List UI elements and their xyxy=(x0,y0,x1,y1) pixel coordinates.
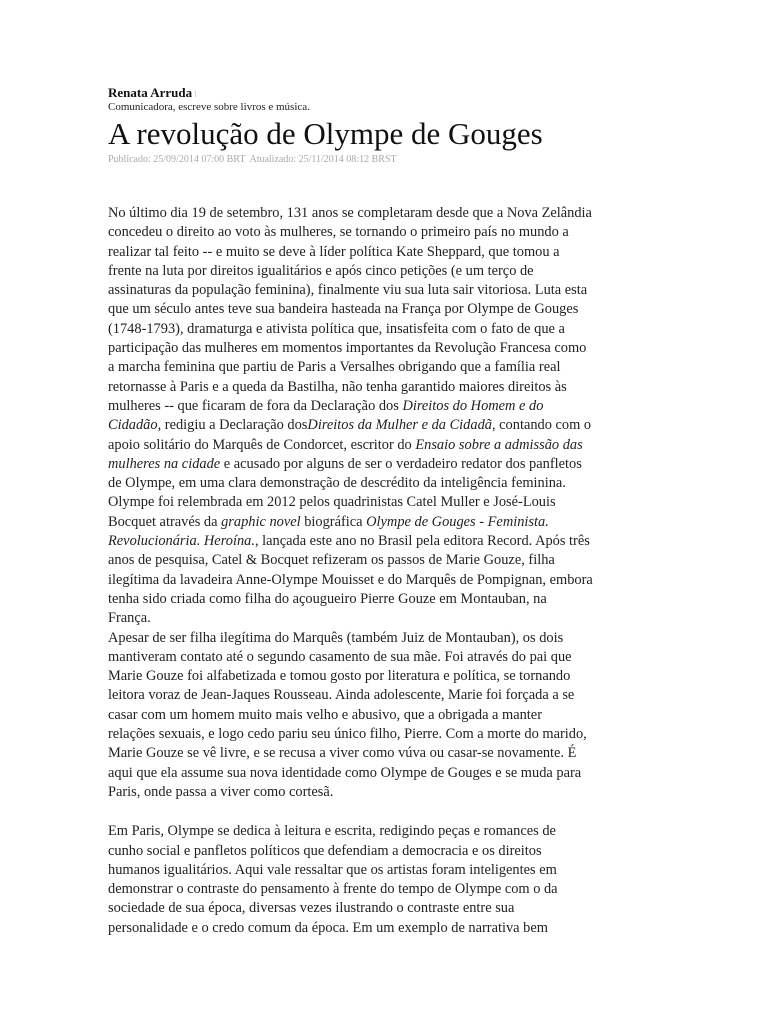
text-line: assinaturas da população feminina), finalmente viu sua luta sair vitoriosa. Luta esta xyxy=(108,282,588,299)
article-meta xyxy=(108,154,668,165)
text-line: frente na luta por direitos igualitários e após cinco petições (e um terço de xyxy=(108,262,534,279)
italic-term: graphic novel xyxy=(221,513,301,530)
text-line: demonstrar o contraste do pensamento à frente do tempo de Olympe com o da xyxy=(108,881,558,898)
article-title: A revolução de Olympe de Gouges xyxy=(108,116,543,151)
text-line xyxy=(108,455,668,474)
text-line: de Olympe, em uma clara demonstração de descrédito da inteligência feminina. xyxy=(108,475,566,492)
text-line xyxy=(108,436,668,455)
text-line: ilegítima da lavadeira Anne-Olympe Mouisset e do Marquês de Pompignan, embora xyxy=(108,571,593,588)
text-line: França. xyxy=(108,610,151,627)
text-line: a marcha feminina que partiu de Paris a Versalhes obrigando que a família real xyxy=(108,359,561,376)
text-line xyxy=(108,532,668,551)
text-line: concedeu o direito ao voto às mulheres, se tornando o primeiro país no mundo a xyxy=(108,224,569,241)
italic-work-title: Revolucionária. Heroína. xyxy=(108,533,255,550)
text-line: anos de pesquisa, Catel & Bocquet refizeram os passos de Marie Gouze, filha xyxy=(108,552,555,569)
author-follow-icon[interactable]: ⁝ xyxy=(194,89,198,99)
author-bio: Comunicadora, escreve sobre livros e música. xyxy=(108,101,310,113)
author-name[interactable]: Renata Arruda xyxy=(108,85,193,100)
text-line: Em Paris, Olympe se dedica à leitura e escrita, redigindo peças e romances de xyxy=(108,823,556,840)
text-run: biográfica xyxy=(300,513,367,530)
updated-date: Atualizado: 25/11/2014 08:12 BRST xyxy=(249,154,397,165)
italic-work-title: Cidadão xyxy=(108,417,158,434)
text-line: realizar tal feito -- e muito se deve à líder política Kate Sheppard, que tomou a xyxy=(108,243,560,260)
italic-work-title: Olympe de Gouges - Feminista. xyxy=(366,513,549,530)
text-line: Olympe foi relembrada em 2012 pelos quadrinistas Catel Muller e José-Louis xyxy=(108,494,556,511)
text-line: que um século antes teve sua bandeira hasteada na França por Olympe de Gouges xyxy=(108,301,579,318)
text-line xyxy=(108,513,668,532)
text-line: tenha sido criada como filha do açougueiro Pierre Gouze em Montauban, na xyxy=(108,590,547,607)
author-line xyxy=(108,86,668,101)
text-line: aqui que ela assume sua nova identidade como Olympe de Gouges e se muda para xyxy=(108,764,582,781)
text-line xyxy=(108,416,668,435)
text-line: casar com um homem muito mais velho e abusivo, que a obrigada a manter xyxy=(108,706,542,723)
text-line: Paris, onde passa a viver como cortesã. xyxy=(108,783,334,800)
text-run: apoio solitário do Marquês de Condorcet, escritor do xyxy=(108,436,416,453)
text-line: retornasse à Paris e a queda da Bastilha, não tenha garantido maiores direitos às xyxy=(108,378,567,395)
text-line: sociedade de sua época, diversas vezes ilustrando o contraste entre sua xyxy=(108,900,515,917)
paragraph-3 xyxy=(108,822,668,938)
italic-work-title: Direitos do Homem e do xyxy=(402,397,544,414)
text-line: participação das mulheres em momentos importantes da Revolução Francesa como xyxy=(108,340,587,357)
text-line xyxy=(108,397,668,416)
text-line: humanos igualitários. Aqui vale ressaltar que os artistas foram inteligentes em xyxy=(108,861,557,878)
text-run: , contando com o xyxy=(491,417,592,434)
paragraph-1 xyxy=(108,204,668,629)
text-line: cunho social e panfletos políticos que defendiam a democracia e os direitos xyxy=(108,842,542,859)
article-body xyxy=(108,204,668,958)
text-run: Bocquet através da xyxy=(108,513,222,530)
text-line: Marie Gouze se vê livre, e se recusa a viver como vúva ou casar-se novamente. É xyxy=(108,745,577,762)
text-line: No último dia 19 de setembro, 131 anos se completaram desde que a Nova Zelândia xyxy=(108,205,592,221)
text-line: (1748-1793), dramaturga e ativista política que, insatisfeita com o fato de que a xyxy=(108,320,565,337)
italic-work-title: Ensaio sobre a admissão das xyxy=(415,436,583,453)
text-run: , redigiu a Declaração dos xyxy=(157,417,308,434)
text-line: relações sexuais, e logo cedo pariu seu único filho, Pierre. Com a morte do marido, xyxy=(108,726,587,743)
text-line: leitora voraz de Jean-Jaques Rousseau. Ainda adolescente, Marie foi forçada a se xyxy=(108,687,575,704)
italic-work-title: mulheres na cidade xyxy=(108,455,221,472)
published-date: Publicado: 25/09/2014 07:00 BRT xyxy=(108,154,246,165)
text-run: mulheres -- que ficaram de fora da Declaração dos xyxy=(108,397,403,414)
italic-work-title: Direitos da Mulher e da Cidadã xyxy=(307,417,492,434)
text-line: personalidade e o credo comum da época. Em um exemplo de narrativa bem xyxy=(108,919,548,936)
text-line: mantiveram contato até o segundo casamento de sua mãe. Foi através do pai que xyxy=(108,648,572,665)
text-run: , lançada este ano no Brasil pela editora Record. Após três xyxy=(254,533,590,550)
text-run: e acusado por alguns de ser o verdadeiro redator dos panfletos xyxy=(220,455,582,472)
text-line: Apesar de ser filha ilegítima do Marquês (também Juiz de Montauban), os dois xyxy=(108,629,564,646)
text-line: Marie Gouze foi alfabetizada e tomou gosto por literatura e política, se tornando xyxy=(108,668,571,685)
article-header xyxy=(108,86,668,165)
paragraph-2 xyxy=(108,629,668,803)
